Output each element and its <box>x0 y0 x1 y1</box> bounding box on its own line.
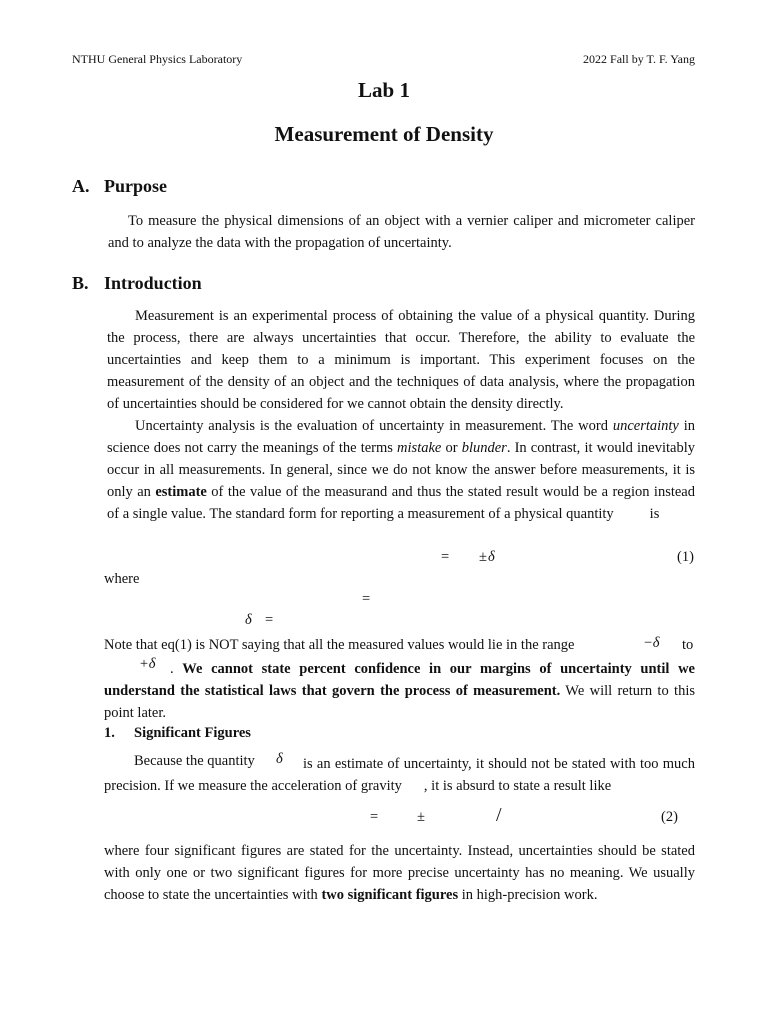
section-b-title: Introduction <box>104 273 202 293</box>
range-minus-delta: −δ <box>643 635 660 651</box>
subsection-number: 1. <box>104 725 115 741</box>
eq1-equals: = <box>441 549 450 565</box>
section-b-label: B. <box>72 273 89 293</box>
sig-paragraph-1: is an estimate of uncertainty, it should not be stated with too much precision. If we measure the acceleration of gravity , it is absurd to state a result like <box>104 756 695 794</box>
intro-paragraph-2: Uncertainty analysis is the evaluation of uncertainty in measurement. The word uncertainty in science does not carry the meanings of the terms mistake or blunder. In contrast, it would inevitably occur in all measurements. In general, since we do not know the answer before measurements, it is only an estimate of the value of the measurand and thus the stated result would be a region instead of a single value. The standard form for reporting a measurement of a physical quantity is <box>107 418 695 522</box>
sig-delta: δ <box>276 751 283 767</box>
page-title: Measurement of Density <box>274 122 494 146</box>
eq1-delta: δ <box>488 549 495 565</box>
note-to: to <box>682 637 694 653</box>
eq1-number: (1) <box>677 549 694 565</box>
section-a-title: Purpose <box>104 176 167 196</box>
where-equals: = <box>362 591 371 607</box>
where-label: where <box>104 571 140 587</box>
eq2-plus-minus: ± <box>417 809 425 825</box>
section-a-label: A. <box>72 176 90 196</box>
lab-title: Lab 1 <box>358 78 410 102</box>
eq2-number: (2) <box>661 809 678 825</box>
purpose-paragraph: To measure the physical dimensions of an object with a vernier caliper and micrometer caliper and to analyze the data with the propagation of uncertainty. <box>108 213 695 251</box>
note-paragraph: . We cannot state percent confidence in our margins of uncertainty until we understand the statistical laws that govern the process of measurement. We will return to this point later. <box>104 661 695 721</box>
range-plus-delta: +δ <box>139 656 156 672</box>
sig-p1-start: Because the quantity <box>134 753 255 769</box>
delta-equals: = <box>265 612 274 628</box>
eq2-slash: / <box>496 804 502 826</box>
header-right: 2022 Fall by T. F. Yang <box>583 52 695 66</box>
eq1-plus-minus: ± <box>479 549 487 565</box>
note-line-start: Note that eq(1) is NOT saying that all the measured values would lie in the range <box>104 637 575 653</box>
eq2-equals: = <box>370 809 379 825</box>
sig-paragraph-2: where four significant figures are stated for the uncertainty. Instead, uncertainties should be stated with only one or two significant figures for more precise uncertainty has no meaning. We usually choose to state the uncertainties with two significant figures in high-precision work. <box>104 843 695 903</box>
delta-symbol: δ <box>245 612 252 628</box>
intro-paragraph-1: Measurement is an experimental process of obtaining the value of a physical quantity. During the process, there are always uncertainties that occur. Therefore, the ability to evaluate the uncertainties and keep them to a minimum is important. This experiment focuses on the measurement of the density of an object and the techniques of data analysis, where the propagation of uncertainties should be considered for we cannot obtain the density directly. <box>107 308 695 412</box>
header-left: NTHU General Physics Laboratory <box>72 52 243 66</box>
subsection-title: Significant Figures <box>134 725 251 741</box>
